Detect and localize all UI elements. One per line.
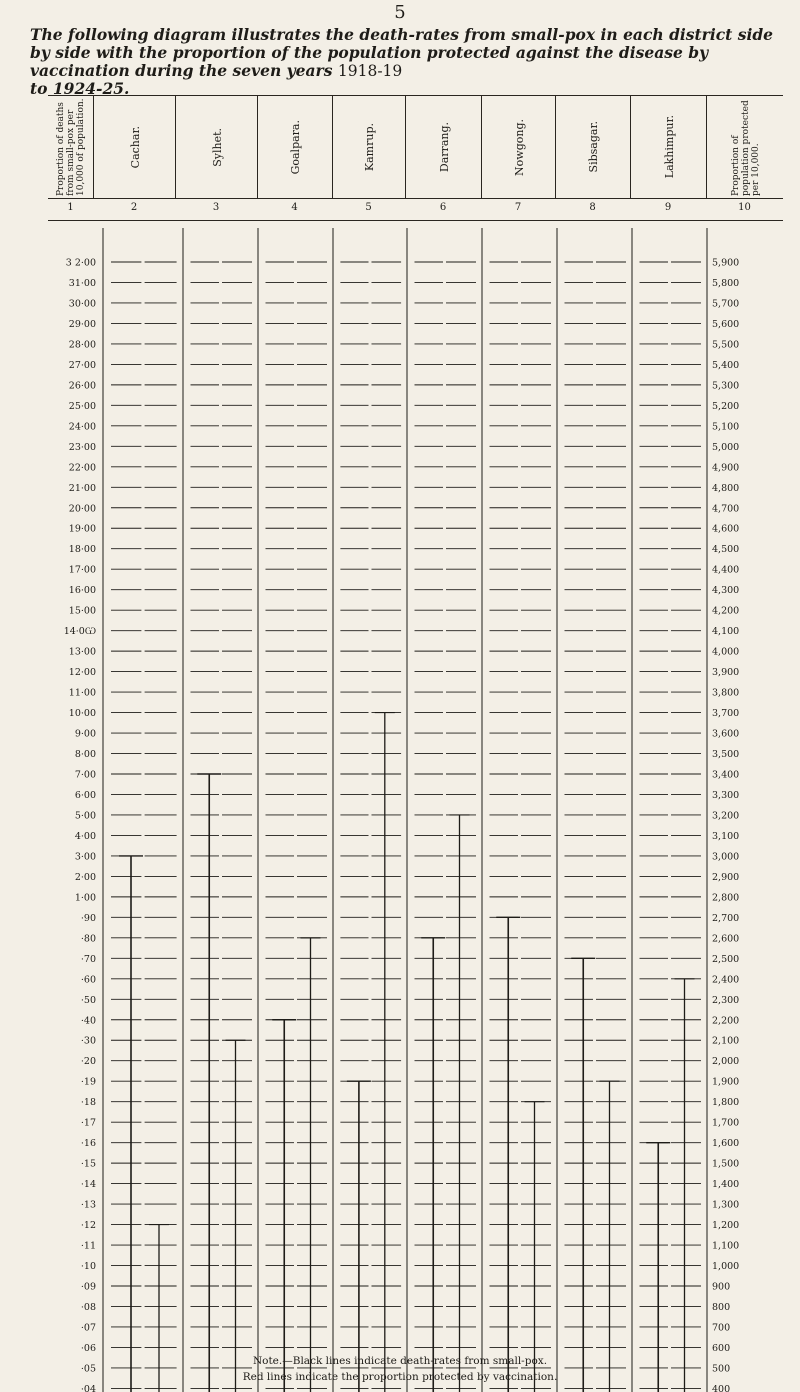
left-tick-label: ·07	[80, 1322, 96, 1334]
col-number-4: 4	[291, 202, 298, 213]
left-tick-label: 26·00	[68, 380, 96, 392]
right-tick-label: 1,200	[712, 1220, 740, 1232]
left-tick-label: 14·0Ѡ	[63, 626, 96, 638]
right-tick-label: 1,900	[712, 1076, 740, 1088]
right-tick-label: 4,200	[712, 605, 740, 617]
left-tick-label: ·17	[80, 1117, 96, 1129]
right-tick-label: 4,100	[712, 626, 740, 638]
left-tick-label: 1·00	[74, 892, 96, 904]
col-number-3: 3	[212, 202, 220, 213]
left-tick-label: 13·00	[68, 646, 96, 658]
left-tick-label: ·80	[80, 933, 96, 945]
right-tick-label: 700	[712, 1322, 731, 1334]
col-label-7: Nowgong.	[512, 118, 526, 176]
left-tick-label: 31·00	[68, 277, 96, 289]
left-tick-label: ·06	[80, 1342, 96, 1354]
right-tick-label: 1,600	[712, 1138, 740, 1150]
right-tick-label: 1,500	[712, 1158, 740, 1170]
right-tick-label: 2,600	[712, 933, 740, 945]
left-tick-label: 18·00	[68, 544, 96, 556]
right-tick-label: 2,300	[712, 994, 740, 1006]
col-number-5: 5	[365, 202, 372, 213]
left-tick-label: ·13	[80, 1199, 96, 1211]
left-tick-label: 19·00	[68, 523, 96, 535]
left-tick-label: ·50	[80, 994, 96, 1006]
col-number-7: 7	[514, 202, 522, 213]
left-tick-label: ·19	[80, 1076, 96, 1088]
right-tick-label: 1,100	[712, 1240, 740, 1252]
right-tick-label: 5,900	[712, 257, 740, 269]
left-tick-label: ·09	[80, 1281, 96, 1293]
right-tick-label: 5,800	[712, 277, 740, 289]
right-tick-label: 3,300	[712, 789, 740, 801]
right-tick-label: 4,900	[712, 462, 740, 474]
right-tick-label: 900	[712, 1281, 731, 1293]
left-tick-label: 10·00	[68, 708, 96, 720]
col-number-2: 2	[130, 202, 138, 213]
right-tick-label: 1,800	[712, 1097, 740, 1109]
col-label-4: Goalpara.	[289, 119, 302, 175]
left-tick-label: ·90	[80, 912, 96, 924]
col-number-8: 8	[589, 202, 596, 213]
left-tick-label: ·70	[80, 953, 96, 965]
right-tick-label: 4,700	[712, 503, 740, 515]
left-tick-label: 30·00	[68, 298, 96, 310]
left-tick-label: 25·00	[68, 400, 96, 412]
left-tick-label: 22·00	[68, 462, 96, 474]
col-label-1: Proportion of deaths from small-pox per 10,000 of population.	[55, 98, 86, 196]
left-tick-label: 29·00	[68, 318, 96, 330]
right-tick-label: 1,700	[712, 1117, 740, 1129]
left-tick-label: 3 2·00	[65, 257, 96, 269]
right-tick-label: 2,400	[712, 974, 740, 986]
left-tick-label: ·60	[80, 974, 96, 986]
right-tick-label: 5,500	[712, 339, 740, 351]
right-tick-label: 800	[712, 1301, 731, 1313]
left-tick-label: ·30	[80, 1035, 96, 1047]
left-tick-label: ·40	[80, 1015, 96, 1027]
right-tick-label: 4,000	[712, 646, 740, 658]
left-tick-label: 15·00	[68, 605, 96, 617]
right-tick-label: 5,700	[712, 298, 740, 310]
col-number-9: 9	[664, 202, 672, 213]
left-tick-label: 3·00	[74, 851, 96, 863]
right-tick-label: 2,000	[712, 1056, 740, 1068]
left-tick-label: 9·00	[74, 728, 96, 740]
right-tick-label: 5,400	[712, 359, 740, 371]
title-main: The following diagram illustrates the death-rates from small-pox in each district side by side with the proportion of the population protected against the disease by vaccination during the seven years	[30, 25, 774, 80]
left-tick-label: 4·00	[74, 830, 96, 842]
right-tick-label: 3,000	[712, 851, 740, 863]
right-tick-label: 2,900	[712, 871, 740, 883]
left-tick-label: ·16	[80, 1138, 96, 1150]
left-tick-label: ·05	[80, 1363, 96, 1375]
left-tick-label: 5·00	[74, 810, 96, 822]
right-tick-label: 5,600	[712, 318, 740, 330]
left-tick-label: 7·00	[74, 769, 96, 781]
right-tick-label: 2,100	[712, 1035, 740, 1047]
col-number-1: 1	[67, 202, 74, 213]
left-tick-label: ·08	[80, 1301, 96, 1313]
left-tick-label: 21·00	[68, 482, 96, 494]
left-tick-label: 23·00	[68, 441, 96, 453]
left-tick-label: 27·00	[68, 359, 96, 371]
right-tick-label: 500	[712, 1363, 731, 1375]
left-tick-label: 8·00	[74, 749, 96, 761]
right-tick-label: 1,400	[712, 1179, 740, 1191]
left-tick-label: ·15	[80, 1158, 96, 1170]
col-label-6: Darrang.	[437, 121, 451, 173]
title-line2: to 1924-25.	[30, 79, 130, 98]
right-tick-label: 4,800	[712, 482, 740, 494]
right-tick-label: 2,200	[712, 1015, 740, 1027]
right-tick-label: 3,100	[712, 830, 740, 842]
col-label-9: Lakhimpur.	[662, 115, 676, 179]
col-label-2: Cachar.	[128, 125, 142, 169]
col-label-10: Proportion of population protected per 10,000.	[730, 100, 761, 196]
col-number-10: 10	[738, 202, 751, 213]
right-tick-label: 600	[712, 1342, 731, 1354]
left-tick-label: ·12	[80, 1220, 96, 1232]
left-tick-label: ·14	[80, 1179, 96, 1191]
left-tick-label: 20·00	[68, 503, 96, 515]
col-label-3: Sylhet.	[210, 127, 224, 167]
left-tick-label: 28·00	[68, 339, 96, 351]
title-years: 1918-19	[337, 62, 403, 80]
right-tick-label: 5,100	[712, 421, 740, 433]
right-tick-label: 3,400	[712, 769, 740, 781]
right-tick-label: 1,300	[712, 1199, 740, 1211]
left-tick-label: 12·00	[68, 667, 96, 679]
right-tick-label: 2,800	[712, 892, 740, 904]
col-label-8: Sibsagar.	[587, 121, 600, 173]
right-tick-label: 5,200	[712, 400, 740, 412]
right-tick-label: 3,900	[712, 667, 740, 679]
left-tick-label: ·11	[80, 1240, 96, 1252]
right-tick-label: 5,000	[712, 441, 740, 453]
left-tick-label: 17·00	[68, 564, 96, 576]
right-tick-label: 400	[712, 1383, 731, 1392]
left-tick-label: ·04	[80, 1383, 96, 1392]
right-tick-label: 4,300	[712, 585, 740, 597]
right-tick-label: 2,700	[712, 912, 740, 924]
right-tick-label: 3,200	[712, 810, 740, 822]
col-number-6: 6	[439, 202, 447, 213]
left-tick-label: 2·00	[74, 871, 96, 883]
note-line-1: Note.—Black lines indicate death-rates from small-pox.	[252, 1355, 548, 1367]
right-tick-label: 1,000	[712, 1261, 740, 1273]
right-tick-label: 3,600	[712, 728, 740, 740]
left-tick-label: 24·00	[68, 421, 96, 433]
note-line-2: Red lines indicate the proportion protected by vaccination.	[242, 1371, 558, 1383]
right-tick-label: 3,500	[712, 749, 740, 761]
right-tick-label: 4,600	[712, 523, 740, 535]
right-tick-label: 5,300	[712, 380, 740, 392]
page-number: 5	[394, 2, 406, 23]
right-tick-label: 4,500	[712, 544, 740, 556]
left-tick-label: 6·00	[74, 789, 96, 801]
left-tick-label: 16·00	[68, 585, 96, 597]
col-label-5: Kamrup.	[363, 122, 376, 172]
left-tick-label: ·20	[80, 1056, 96, 1068]
right-tick-label: 4,400	[712, 564, 740, 576]
right-tick-label: 3,700	[712, 708, 740, 720]
left-tick-label: ·18	[80, 1097, 96, 1109]
left-tick-label: 11·00	[68, 687, 96, 699]
left-tick-label: ·10	[80, 1261, 96, 1273]
right-tick-label: 3,800	[712, 687, 740, 699]
right-tick-label: 2,500	[712, 953, 740, 965]
